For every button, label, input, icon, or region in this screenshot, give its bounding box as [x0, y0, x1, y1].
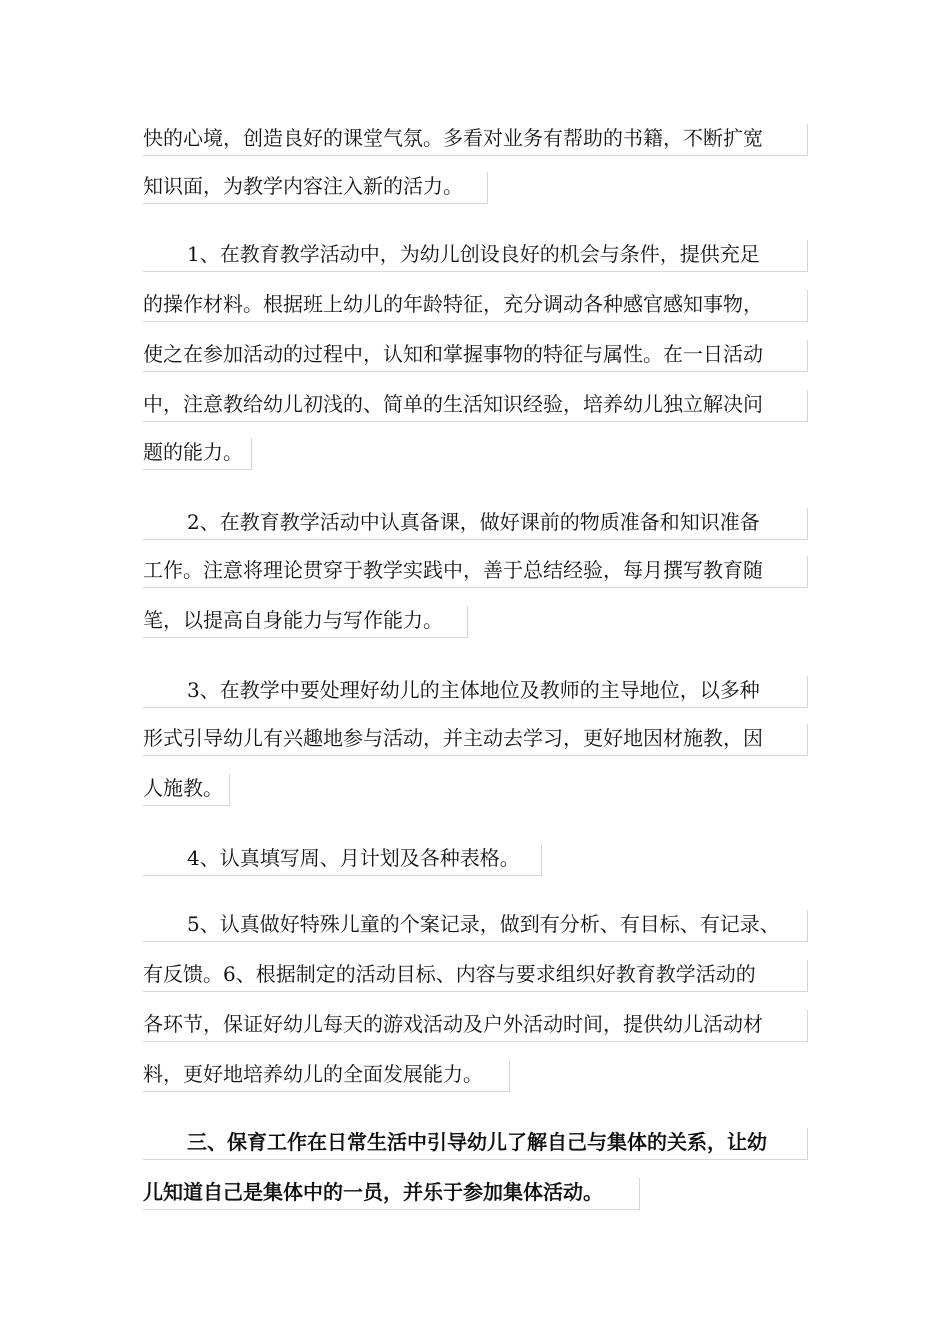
text-line: 人施教。 [143, 774, 230, 806]
text-line: 2、在教育教学活动中认真备课，做好课前的物质准备和知识准备 [143, 508, 808, 540]
text-line: 1、在教育教学活动中，为幼儿创设良好的机会与条件，提供充足 [143, 240, 808, 272]
text-line: 知识面，为教学内容注入新的活力。 [143, 172, 488, 204]
text-line: 各环节，保证好幼儿每天的游戏活动及户外活动时间，提供幼儿活动材 [143, 1010, 808, 1042]
text-line: 工作。注意将理论贯穿于教学实践中，善于总结经验，每月撰写教育随 [143, 556, 808, 588]
section-heading: 三、保育工作在日常生活中引导幼儿了解自己与集体的关系，让幼 [143, 1128, 808, 1160]
text-line: 中，注意教给幼儿初浅的、简单的生活知识经验，培养幼儿独立解决问 [143, 390, 808, 422]
text-line: 3、在教学中要处理好幼儿的主体地位及教师的主导地位，以多种 [143, 676, 808, 708]
text-line: 的操作材料。根据班上幼儿的年龄特征，充分调动各种感官感知事物， [143, 290, 808, 322]
text-line: 有反馈。6、根据制定的活动目标、内容与要求组织好教育教学活动的 [143, 960, 808, 992]
text-line: 笔，以提高自身能力与写作能力。 [143, 606, 468, 638]
text-line: 料，更好地培养幼儿的全面发展能力。 [143, 1060, 510, 1092]
text-line: 4、认真填写周、月计划及各种表格。 [143, 844, 542, 876]
text-line: 5、认真做好特殊儿童的个案记录，做到有分析、有目标、有记录、 [143, 910, 808, 942]
section-heading: 儿知道自己是集体中的一员，并乐于参加集体活动。 [143, 1178, 640, 1210]
text-line: 快的心境，创造良好的课堂气氛。多看对业务有帮助的书籍，不断扩宽 [143, 124, 808, 156]
text-line: 题的能力。 [143, 438, 252, 470]
text-line: 形式引导幼儿有兴趣地参与活动，并主动去学习，更好地因材施教，因 [143, 724, 808, 756]
text-line: 使之在参加活动的过程中，认知和掌握事物的特征与属性。在一日活动 [143, 340, 808, 372]
